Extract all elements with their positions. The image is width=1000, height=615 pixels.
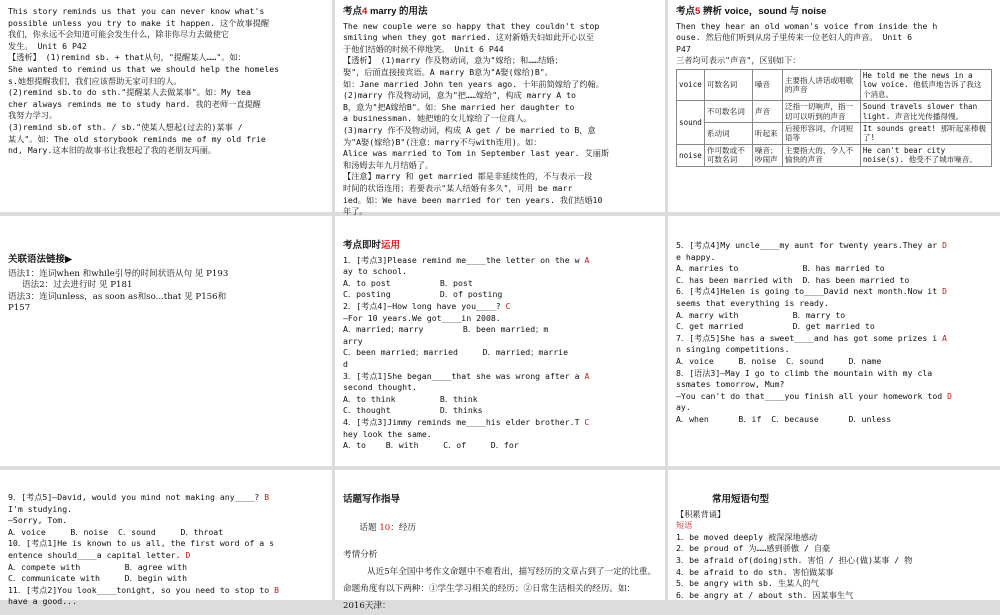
text-line: Alice was married to Tom in September last year. 艾丽斯 bbox=[343, 148, 610, 159]
text-line: 于他们结婚的时候不停地笑。 Unit 6 P44 bbox=[343, 43, 504, 54]
table-row bbox=[677, 101, 992, 123]
option-line: A．when B．if C．because D．unless bbox=[676, 413, 892, 424]
table-cell: It sounds great! 那听起来棒极了! bbox=[860, 123, 991, 145]
question-line: have a good... bbox=[8, 596, 78, 607]
text-line: ouse. 然后他们听到从房子里传来一位老妇人的声音。 Unit 6 bbox=[676, 32, 913, 43]
text-line: 【透析】 (1)remind sb. + that从句，"提醒某人……"。如： bbox=[8, 52, 246, 63]
phrase-item: 3．be afraid of(doing)sth. 害怕 / 担心(做)某事 / 物 bbox=[676, 554, 913, 565]
text-line: 时间的状语连用；若要表示"某人结婚有多久"，可用 be marr bbox=[343, 182, 573, 193]
text-line: B，意为"把A嫁给B"。如：She married her daughter to bbox=[343, 101, 575, 112]
title-part: 考点即时 bbox=[343, 240, 382, 251]
answer-mark: D bbox=[942, 241, 947, 250]
text-line: P47 bbox=[676, 43, 691, 54]
section-title bbox=[343, 240, 657, 252]
question-line: 4．[考点3]Jimmy reminds me____his elder brother.T C bbox=[343, 416, 590, 427]
text-line: 为"A娶(嫁给)B"(注意：marry不与with连用)。如： bbox=[343, 136, 542, 147]
text-line: 我努力学习。 bbox=[8, 110, 58, 121]
text-line: 我们，你永远不会知道可能会发生什么，除非你尽力去做使它 bbox=[8, 29, 230, 40]
section-title bbox=[676, 6, 992, 18]
answer-mark: B bbox=[274, 585, 279, 595]
table-cell: 听起来 bbox=[752, 123, 782, 145]
answer-mark: A bbox=[584, 371, 590, 381]
text-line: Then they hear an old woman's voice from inside the h bbox=[676, 20, 938, 31]
text-line: 【透析】 (1)marry 作及物动词，意为"嫁给；和……结婚； bbox=[343, 55, 563, 66]
option-line: A．voice B．noise C．sound D．name bbox=[676, 355, 882, 366]
section-title bbox=[343, 6, 657, 18]
text-line: smiling when they got married. 这对新婚夫妇如此开心以至 bbox=[343, 32, 595, 43]
table-cell: 系动词 bbox=[704, 123, 752, 145]
table-cell: noise bbox=[677, 144, 705, 166]
title-number: 4 bbox=[362, 6, 368, 17]
question-line: 8．[语法3]—May I go to climb the mountain with my cla bbox=[676, 367, 933, 378]
panel-exercises-1 bbox=[335, 216, 665, 466]
text-line: (3)remind sb.of sth. / sb."使某人想起(过去的)某事 / bbox=[8, 121, 243, 132]
question-line: —You can't do that____you finish all your homework tod D bbox=[676, 390, 952, 401]
table-cell: 不可数名词 bbox=[704, 101, 752, 123]
table-cell: 后接形容词、介词短语等 bbox=[782, 123, 860, 145]
question-line: hey look the same. bbox=[343, 428, 432, 439]
option-line: C．get married D．get married to bbox=[676, 321, 875, 332]
panel-voice-sound-noise bbox=[668, 0, 1000, 212]
answer-mark: C bbox=[584, 417, 590, 427]
table-cell: He told me the news in a low voice. 他低声地告诉了我这个消息。 bbox=[860, 69, 991, 100]
text-line: 【注意】marry 和 get married 都是非延续性的，不与表示一段 bbox=[343, 171, 593, 182]
answer-mark: D bbox=[947, 391, 952, 401]
title-part-red: 运用 bbox=[381, 240, 401, 251]
grammar-link: 语法3：连词unless，as soon as和so...that 见 P156和 bbox=[8, 291, 227, 302]
text-line: nd, Mary.这本旧的故事书让我想起了我的老朋友玛丽。 bbox=[8, 145, 217, 156]
answer-mark: D bbox=[942, 287, 947, 297]
grammar-link: 语法1：连词when 和while引导的时间状语从句 见 P193 bbox=[8, 268, 229, 279]
text-line: 娶"，后面直接接宾语。A marry B意为"A娶(嫁给)B"。 bbox=[343, 66, 553, 77]
title-prefix: 考点 bbox=[676, 6, 696, 17]
option-line: A．to post B．post bbox=[343, 277, 473, 288]
table-cell: Sound travels slower than light. 声音比光传播得慢。 bbox=[860, 101, 991, 123]
question-line: n singing competitions. bbox=[676, 344, 790, 355]
section-title: 话题写作指导 bbox=[343, 494, 401, 505]
phrase-item: 5．be angry with sb. 生某人的气 bbox=[676, 578, 819, 589]
option-line: A．voice B．noise C．sound D．throat bbox=[8, 526, 224, 537]
text-line: 和汤姆去年九月结婚了。 bbox=[343, 159, 434, 170]
question-line: entence should____a capital letter. D bbox=[8, 549, 191, 560]
text-line: (2)remind sb.to do sth."提醒某人去做某事"。如：My tea bbox=[8, 87, 251, 98]
question-line: 9．[考点5]—David, would you mind not making any____? B bbox=[8, 492, 270, 502]
panel-remind-usage bbox=[0, 0, 332, 212]
option-line: A．married；marry B．been married；m bbox=[343, 324, 549, 335]
question-line: second thought. bbox=[343, 382, 417, 393]
question-line: 11．[考点2]You look____tonight, so you need to stop to B bbox=[8, 584, 279, 595]
topic-number: 10 bbox=[379, 523, 391, 534]
text-line: cher always reminds me to study hard. 我的老师一直提醒 bbox=[8, 98, 261, 109]
option-line: C．been married；married D．married；marrie bbox=[343, 347, 568, 358]
table-cell: 作可数或不可数名词 bbox=[704, 144, 752, 166]
text-line: (3)marry 作不及物动词，构成 A get / be married to B，意 bbox=[343, 124, 596, 135]
table-row bbox=[677, 69, 992, 100]
option-line: C．communicate with D．begin with bbox=[8, 573, 188, 584]
question-line: 5．[考点4]My uncle____my aunt for twenty years.They ar D bbox=[676, 240, 947, 250]
text-line: 如：Jane married John ten years ago. 十年前简嫁给了约翰。 bbox=[343, 78, 604, 89]
analysis-paragraph: 从近5年全国中考作文命题中不难看出，描写经历的文章占到了一定的比重。命题角度有以下两种：①学生学习相关的经历；②日常生活相关的经历。如：2016天津： bbox=[343, 566, 657, 611]
table-cell: 泛指一切响声，指一切可以听到的声音 bbox=[782, 101, 860, 123]
table-cell: 噪音；吵闹声 bbox=[752, 144, 782, 166]
option-line: C．thought D．thinks bbox=[343, 405, 483, 416]
text-line: 发生。 Unit 6 P42 bbox=[8, 40, 87, 51]
option-line: d bbox=[343, 358, 348, 369]
question-line: 3．[考点1]She began____that she was wrong after a A bbox=[343, 370, 590, 381]
title-rest: 辨析 voice，sound 与 noise bbox=[700, 6, 827, 17]
option-line: A．marry with B．marry to bbox=[676, 309, 846, 320]
answer-mark: C bbox=[505, 301, 511, 311]
question-line: e happy. bbox=[676, 251, 716, 262]
title-rest: marry 的用法 bbox=[367, 6, 428, 17]
question-line: 6．[考点4]Helen is going to____David next month.Now it D bbox=[676, 286, 947, 297]
table-cell: voice bbox=[677, 69, 705, 100]
option-line: A．to B．with C．of D．for bbox=[343, 440, 519, 451]
section-title: 关联语法链接▶ bbox=[8, 254, 73, 265]
option-line: A．compete with B．agree with bbox=[8, 561, 188, 572]
question-line: 1．[考点3]Please remind me____the letter on the w A bbox=[343, 254, 590, 265]
text-line: This story reminds us that you can never know what's bbox=[8, 6, 265, 16]
panel-exercises-3 bbox=[0, 470, 332, 607]
text-line: 三者均可表示"声音"，区别如下： bbox=[676, 55, 801, 66]
text-line: 年了。 bbox=[343, 206, 368, 217]
option-line: A．marries to B．has married to bbox=[676, 263, 885, 274]
panel-writing-guide bbox=[335, 470, 665, 611]
title-prefix: 考点 bbox=[343, 6, 363, 17]
table-row bbox=[677, 123, 992, 145]
table-cell: 可数名词 bbox=[704, 69, 752, 100]
question-line: ay to school. bbox=[343, 266, 408, 277]
comparison-table bbox=[676, 69, 992, 167]
topic-rest: ：经历 bbox=[390, 523, 417, 534]
topic-line bbox=[343, 512, 657, 547]
table-cell: 嗓音 bbox=[752, 69, 782, 100]
option-line: arry bbox=[343, 335, 363, 346]
text-line: a businessman. 她把她的女儿嫁给了一位商人。 bbox=[343, 113, 532, 124]
section-title: 常用短语句型 bbox=[712, 494, 770, 505]
text-line: 某人"。如：The old storybook reminds me of my old frie bbox=[8, 133, 266, 144]
title-number: 5 bbox=[695, 6, 701, 17]
text-line: She wanted to remind us that we should help the homeles bbox=[8, 63, 280, 74]
table-cell: 主要指大的、令人不愉快的声音 bbox=[782, 144, 860, 166]
question-line: ay. bbox=[676, 402, 691, 413]
answer-mark: D bbox=[185, 550, 191, 560]
text-line: ied。如：We have been married for ten years. 我们结婚10 bbox=[343, 194, 603, 205]
question-line: —For 10 years.We got____in 2008. bbox=[343, 312, 501, 323]
question-line: seems that everything is ready. bbox=[676, 297, 829, 308]
text-line: The new couple were so happy that they couldn't stop bbox=[343, 20, 600, 31]
option-line: A．to think B．think bbox=[343, 393, 478, 404]
question-line: 7．[考点5]She has a sweet____and has got some prizes i A bbox=[676, 332, 947, 343]
table-row bbox=[677, 144, 992, 166]
phrase-item: 1．be moved deeply 被深深地感动 bbox=[676, 531, 818, 542]
answer-mark: B bbox=[264, 493, 270, 502]
table-cell: sound bbox=[677, 101, 705, 145]
grammar-link: P157 bbox=[8, 303, 31, 314]
phrase-item: 4．be afraid to do sth. 害怕做某事 bbox=[676, 566, 834, 577]
panel-common-phrases bbox=[668, 470, 1000, 600]
panel-grammar-links bbox=[0, 216, 332, 466]
subheading-red: 短语 bbox=[676, 520, 693, 531]
topic-label: 话题 bbox=[359, 523, 380, 534]
grammar-link: 语法2：过去进行时 见 P181 bbox=[22, 280, 133, 291]
question-line: 2．[考点4]—How long have you____? C bbox=[343, 300, 511, 311]
panel-marry-usage bbox=[335, 0, 665, 217]
panel-exercises-2 bbox=[668, 216, 1000, 466]
phrase-item: 6．be angry at / about sth. 因某事生气 bbox=[676, 589, 854, 600]
option-line: C．posting D．of posting bbox=[343, 289, 503, 300]
question-line: ssmates tomorrow, Mum? bbox=[676, 379, 785, 390]
option-line: C．has been married with D．has been married to bbox=[676, 274, 910, 285]
table-cell: 主要指人讲话或唱歌的声音 bbox=[782, 69, 860, 100]
text-line: possible unless you try to make it happen. 这个故事提醒 bbox=[8, 17, 270, 28]
text-line: s.她想提醒我们，我们应该帮助无家可归的人。 bbox=[8, 75, 182, 86]
answer-mark: A bbox=[942, 333, 947, 343]
text-line: (2)marry 作及物动词，意为"把……嫁给"，构成 marry A to bbox=[343, 90, 576, 101]
question-line: I'm studying. bbox=[8, 503, 73, 514]
subheading: 【积累背诵】 bbox=[676, 508, 726, 519]
question-line: 10．[考点1]He is known to us all, the first word of a s bbox=[8, 538, 275, 549]
table-cell: 声音 bbox=[752, 101, 782, 123]
answer-mark: A bbox=[584, 255, 590, 265]
question-line: —Sorry, Tom. bbox=[8, 515, 68, 526]
subheading: 考情分析 bbox=[343, 550, 378, 561]
table-cell: He can't bear city noise(s). 他受不了城市噪音。 bbox=[860, 144, 991, 166]
phrase-item: 2．be proud of 为……感到骄傲 / 自豪 bbox=[676, 543, 831, 554]
